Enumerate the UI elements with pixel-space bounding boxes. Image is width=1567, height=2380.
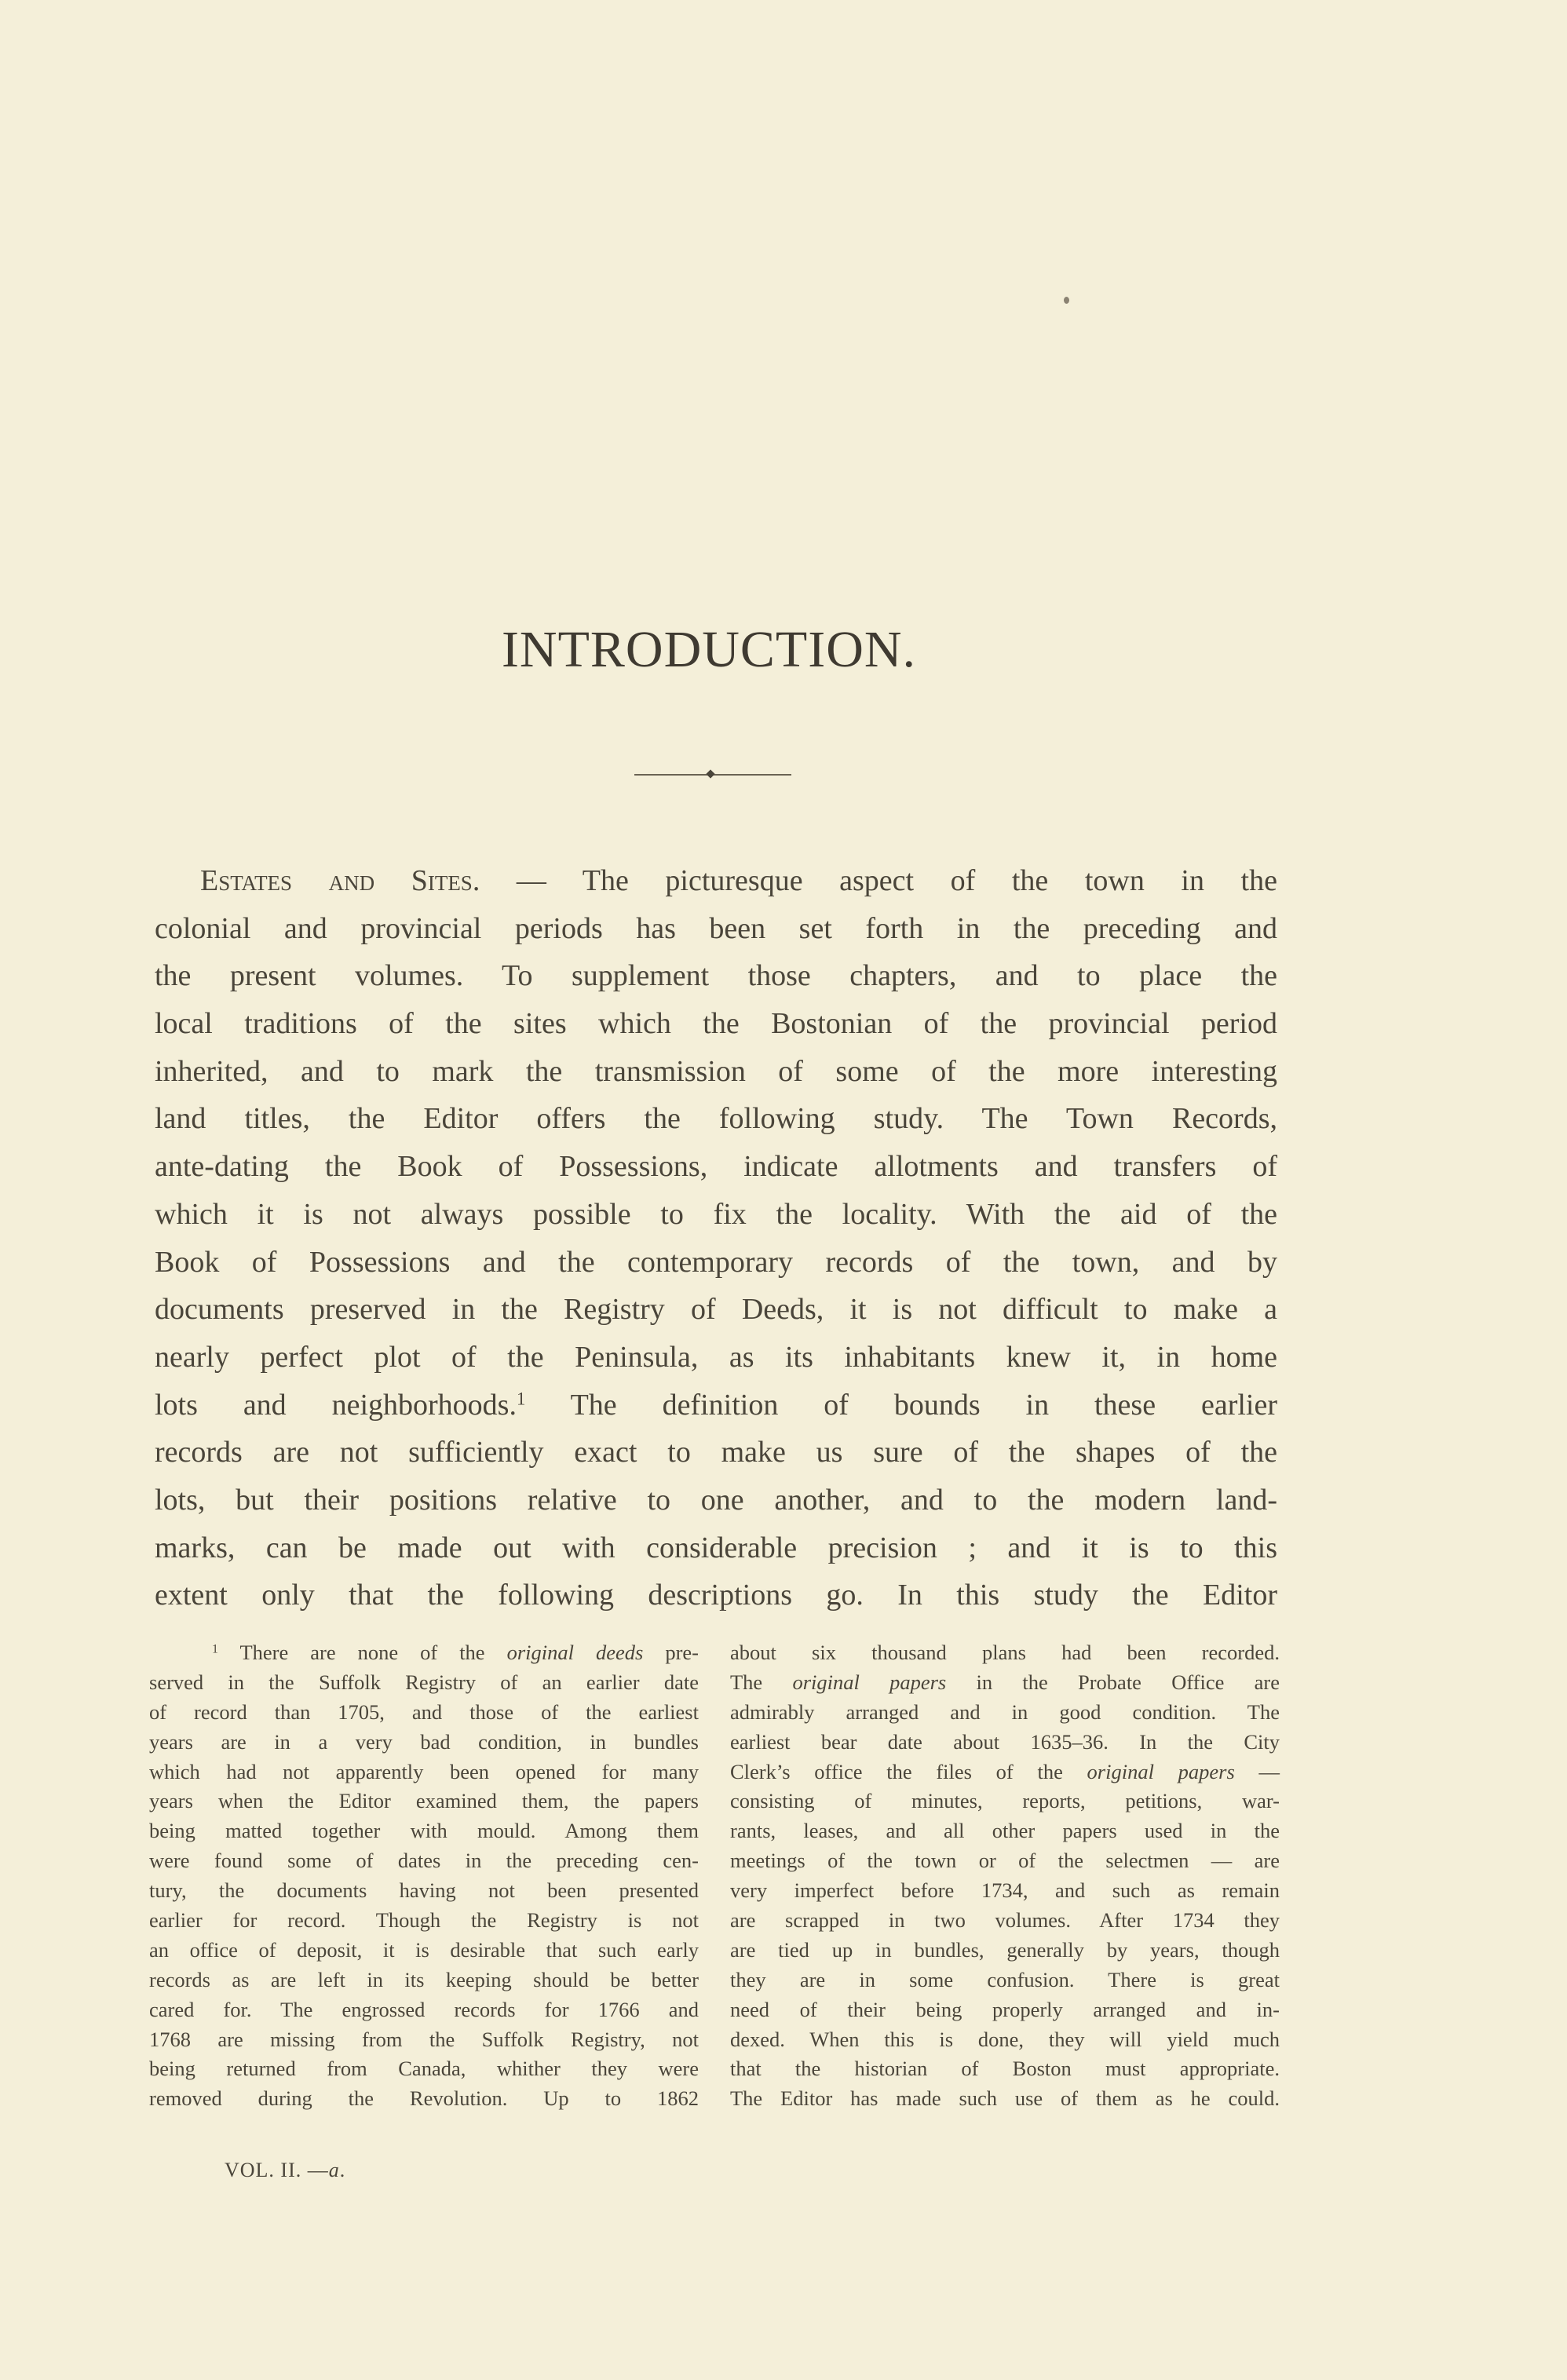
footnote-line	[730, 1697, 1280, 1727]
text-segment: being returned from Canada, whither they were	[149, 2057, 699, 2081]
text-segment: an office of deposit, it is desirable that such early	[149, 1937, 699, 1962]
signature-letter: a	[328, 2159, 340, 2181]
footnote-line	[730, 1786, 1280, 1816]
body-line	[155, 1095, 1277, 1143]
text-segment: tury, the documents having not been presented	[149, 1878, 699, 1903]
text-segment: Clerk’s office the files of the	[730, 1759, 1087, 1783]
body-line	[155, 1191, 1277, 1239]
text-segment: meetings of the town or of the selectmen — are	[730, 1849, 1280, 1873]
body-line	[155, 1239, 1277, 1287]
text-segment: cared for. The engrossed records for 1766 and	[149, 1997, 699, 2021]
text-segment: dexed. When this is done, they will yield much	[730, 2027, 1280, 2051]
body-line	[155, 1334, 1277, 1382]
body-line	[155, 952, 1277, 1000]
footnote-line	[730, 1667, 1280, 1697]
footnote-line	[149, 1845, 699, 1875]
text-segment: documents preserved in the Registry of Deeds, it is not difficult to make a	[155, 1293, 1277, 1327]
footnote-line	[149, 1757, 699, 1787]
text-segment: are scrapped in two volumes. After 1734 they	[730, 1908, 1280, 1933]
footnote-line	[730, 1905, 1280, 1935]
footnote-line	[149, 1816, 699, 1845]
footnote-line	[149, 1995, 699, 2024]
text-segment: extent only that the following descriptions go. In this study the Editor	[155, 1579, 1277, 1612]
text-segment: records as are left in its keeping should be better	[149, 1967, 699, 1991]
text-segment: marks, can be made out with considerable precision ; and it is to this	[155, 1531, 1277, 1564]
text-segment: There are none of the	[217, 1641, 507, 1664]
body-line	[155, 1048, 1277, 1096]
text-segment: served in the Suffolk Registry of an earlier date	[149, 1670, 699, 1694]
text-segment: very imperfect before 1734, and such as remain	[730, 1878, 1280, 1903]
footnote-line	[149, 2024, 699, 2054]
text-segment: are tied up in bundles, generally by years, though	[730, 1937, 1280, 1962]
footnote-column-left	[149, 1637, 699, 2113]
text-segment: The Editor has made such use of them as he could.	[730, 2086, 1280, 2111]
ornament-diamond-icon	[706, 769, 714, 778]
footnote-line	[730, 1935, 1280, 1965]
footnote-marker: 1	[212, 1642, 218, 1656]
footnote-line	[730, 1875, 1280, 1905]
text-segment: being matted together with mould. Among them	[149, 1819, 699, 1843]
body-line	[155, 1286, 1277, 1334]
text-segment: pre-	[643, 1641, 699, 1664]
footnote-column-right	[730, 1637, 1280, 2113]
text-segment: years are in a very bad condition, in bundles	[149, 1729, 699, 1754]
text-segment: original papers	[792, 1670, 947, 1694]
text-segment: rants, leases, and all other papers used in the	[730, 1819, 1280, 1843]
text-segment: consisting of minutes, reports, petitions, war-	[730, 1789, 1280, 1813]
text-segment: admirably arranged and in good condition. The	[730, 1699, 1280, 1724]
print-speck	[1064, 297, 1069, 304]
text-segment: in the Probate Office are	[946, 1670, 1280, 1694]
footnote-line	[149, 2083, 699, 2113]
text-segment: land titles, the Editor offers the following study. The Town Records,	[155, 1102, 1277, 1136]
text-segment: which it is not always possible to fix the locality. With the aid of the	[155, 1197, 1277, 1231]
footnote-line	[149, 1905, 699, 1935]
text-segment: inherited, and to mark the transmission of some of the more interesting	[155, 1054, 1277, 1088]
text-segment: original papers	[1087, 1759, 1235, 1783]
footnote-line	[730, 1965, 1280, 1995]
text-segment: they are in some confusion. There is great	[730, 1967, 1280, 1991]
footnote-line	[149, 1637, 699, 1667]
footnote-line	[149, 2053, 699, 2083]
body-text	[155, 857, 1277, 1619]
text-segment: lots, but their positions relative to one another, and to the modern land-	[155, 1483, 1277, 1517]
text-segment: earliest bear date about 1635–36. In the City	[730, 1729, 1280, 1754]
text-segment: years when the Editor examined them, the papers	[149, 1789, 699, 1813]
body-line	[155, 1571, 1277, 1619]
signature-mark	[225, 2159, 345, 2182]
title-ornament-divider	[634, 772, 791, 777]
volume-label: VOL. II.	[225, 2159, 302, 2181]
text-segment: earlier for record. Though the Registry is not	[149, 1908, 699, 1933]
text-segment: original deeds	[506, 1641, 644, 1664]
body-line	[155, 905, 1277, 953]
body-line	[155, 1524, 1277, 1572]
text-segment: Book of Possessions and the contemporary records of the town, and by	[155, 1245, 1277, 1279]
text-segment: local traditions of the sites which the Bostonian of the provincial period	[155, 1007, 1277, 1041]
text-segment: records are not sufficiently exact to make us sure of the shapes of the	[155, 1436, 1277, 1469]
text-segment: removed during the Revolution. Up to 1862	[149, 2086, 699, 2111]
text-segment: need of their being properly arranged and in-	[730, 1997, 1280, 2021]
text-segment: the present volumes. To supplement those chapters, and to place the	[155, 959, 1277, 993]
footnote-line	[149, 1786, 699, 1816]
footnote-line	[149, 1875, 699, 1905]
footnote-line	[730, 1727, 1280, 1757]
body-line	[155, 1143, 1277, 1191]
body-line	[155, 1477, 1277, 1524]
footnote-line	[149, 1697, 699, 1727]
footnote-line	[730, 2083, 1280, 2113]
text-segment: ante-dating the Book of Possessions, indicate allotments and transfers of	[155, 1150, 1277, 1184]
text-segment: which had not apparently been opened for many	[149, 1759, 699, 1783]
footnote-line	[149, 1965, 699, 1995]
body-line	[155, 857, 1277, 905]
text-segment: —	[1234, 1759, 1280, 1783]
footnote-line	[730, 1845, 1280, 1875]
body-line	[155, 1382, 1277, 1429]
text-segment: The definition of bounds in these earlier	[525, 1388, 1277, 1422]
footnote-line	[149, 1727, 699, 1757]
text-segment: that the historian of Boston must appropriate.	[730, 2057, 1280, 2081]
body-line	[155, 1000, 1277, 1048]
footnote-marker: 1	[516, 1389, 526, 1409]
text-segment: — The picturesque aspect of the town in the	[480, 864, 1277, 897]
footnote-line	[149, 1935, 699, 1965]
text-segment: were found some of dates in the preceding cen-	[149, 1849, 699, 1873]
footnote-line	[730, 2053, 1280, 2083]
page-title: INTRODUCTION.	[501, 621, 917, 678]
text-segment: about six thousand plans had been recorded.	[730, 1641, 1280, 1664]
text-segment: Estates and Sites.	[200, 864, 480, 897]
text-segment: colonial and provincial periods has been set forth in the preceding and	[155, 911, 1277, 945]
footnote-line	[730, 1816, 1280, 1845]
signature-period: .	[339, 2159, 346, 2181]
footnote-line	[149, 1667, 699, 1697]
text-segment: nearly perfect plot of the Peninsula, as its inhabitants knew it, in home	[155, 1340, 1277, 1374]
body-line	[155, 1429, 1277, 1477]
text-segment: 1768 are missing from the Suffolk Registry, not	[149, 2027, 699, 2051]
text-segment: lots and neighborhoods.	[155, 1388, 517, 1422]
footnote-line	[730, 1757, 1280, 1787]
text-segment: of record than 1705, and those of the earliest	[149, 1699, 699, 1724]
signature-dash: —	[307, 2159, 329, 2181]
footnote-line	[730, 1995, 1280, 2024]
footnote-line	[730, 2024, 1280, 2054]
footnote-line	[730, 1637, 1280, 1667]
text-segment: The	[730, 1670, 793, 1694]
